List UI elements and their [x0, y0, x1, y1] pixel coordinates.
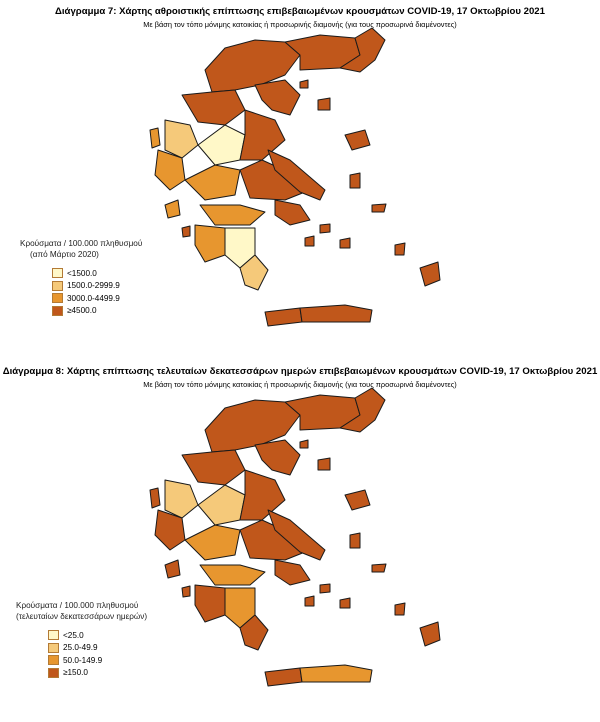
island-crete-e: [300, 665, 372, 682]
island-lesvos: [345, 130, 370, 150]
island-crete-e: [300, 305, 372, 322]
legend-label: <25.0: [63, 630, 84, 640]
island-kefalonia: [165, 200, 180, 218]
region-epirus-n: [165, 120, 198, 158]
legend-item: [52, 280, 142, 293]
island-samos: [372, 204, 386, 212]
legend-item: [48, 642, 147, 655]
map-panel-cumulative: [0, 0, 600, 352]
legend-swatch: [48, 630, 59, 640]
island-cyclades-3: [305, 236, 314, 246]
region-attica: [275, 200, 310, 225]
legend-swatch: [48, 643, 59, 653]
map-panel-14-day: [0, 360, 600, 722]
island-thasos: [300, 440, 308, 448]
legend-label: 3000.0-4499.9: [67, 293, 120, 303]
island-chios: [350, 533, 360, 548]
island-crete-w: [265, 668, 302, 686]
island-limnos: [318, 98, 330, 110]
island-thasos: [300, 80, 308, 88]
map-legend: [20, 238, 142, 317]
island-samos: [372, 564, 386, 572]
map-subtitle: Με βάση τον τόπο μόνιμης κατοικίας ή προσωρινής διαμονής (για τους προσωρινά διαμένοντες): [143, 380, 457, 389]
legend-label: 1500.0-2999.9: [67, 281, 120, 291]
legend-subtitle: (τελευταίων δεκατεσσάρων ημερών): [16, 612, 148, 621]
region-west-macedonia: [182, 90, 245, 125]
map-title: Διάγραμμα 7: Χάρτης αθροιστικής επίπτωσης επιβεβαιωμένων κρουσμάτων COVID-19, 17 Οκτωβρίου 2021: [55, 6, 545, 17]
island-cyclades-1: [320, 224, 330, 233]
map-subtitle: Με βάση τον τόπο μόνιμης κατοικίας ή προσωρινής διαμονής (για τους προσωρινά διαμένοντες): [143, 20, 457, 29]
region-peloponnese-w: [195, 225, 225, 262]
island-rhodes: [420, 262, 440, 286]
legend-label: ≥4500.0: [67, 306, 97, 316]
map-title: Διάγραμμα 8: Χάρτης επίπτωσης τελευταίων δεκατεσσάρων ημερών επιβεβαιωμένων κρουσμάτων COVID-19, 17 Οκτωβρίου 2021: [2, 366, 598, 377]
island-corfu: [150, 128, 160, 148]
island-dodecanese-1: [395, 603, 405, 615]
legend-swatch: [48, 668, 59, 678]
legend-title: Κρούσματα / 100.000 πληθυσμού: [20, 239, 143, 248]
island-kefalonia: [165, 560, 180, 578]
island-crete-w: [265, 308, 302, 326]
legend-item: [48, 667, 147, 680]
region-central-greece-w: [185, 165, 240, 200]
legend-swatch: [52, 306, 63, 316]
region-chalkidiki: [255, 80, 300, 115]
island-chios: [350, 173, 360, 188]
region-epirus-n: [165, 480, 198, 518]
island-dodecanese-1: [395, 243, 405, 255]
legend-swatch: [52, 281, 63, 291]
region-thessaly-w: [198, 485, 245, 525]
map-legend: [16, 600, 147, 679]
region-thessaly-e: [240, 470, 285, 520]
region-thessaly-w: [198, 125, 245, 165]
region-chalkidiki: [255, 440, 300, 475]
legend-item: [52, 305, 142, 318]
island-cyclades-1: [320, 584, 330, 593]
island-rhodes: [420, 622, 440, 646]
island-corfu: [150, 488, 160, 508]
legend-swatch: [52, 268, 63, 278]
legend-subtitle: (από Μάρτιο 2020): [30, 250, 99, 259]
region-peloponnese-n: [200, 565, 265, 585]
legend-item: [48, 654, 147, 667]
legend-label: <1500.0: [67, 268, 97, 278]
region-central-greece-w: [185, 525, 240, 560]
island-lesvos: [345, 490, 370, 510]
legend-swatch: [48, 655, 59, 665]
legend-item: [52, 292, 142, 305]
legend-label: 25.0-49.9: [63, 643, 98, 653]
legend-label: ≥150.0: [63, 668, 88, 678]
island-zakynthos: [182, 226, 190, 237]
region-peloponnese-n: [200, 205, 265, 225]
island-zakynthos: [182, 586, 190, 597]
region-west-macedonia: [182, 450, 245, 485]
legend-item: [52, 267, 142, 280]
region-attica: [275, 560, 310, 585]
region-thessaly-e: [240, 110, 285, 160]
island-limnos: [318, 458, 330, 470]
island-cyclades-2: [340, 238, 350, 248]
legend-label: 50.0-149.9: [63, 655, 103, 665]
legend-item: [48, 629, 147, 642]
island-cyclades-3: [305, 596, 314, 606]
legend-swatch: [52, 293, 63, 303]
island-cyclades-2: [340, 598, 350, 608]
legend-title: Κρούσματα / 100.000 πληθυσμού: [16, 601, 139, 610]
region-peloponnese-w: [195, 585, 225, 622]
